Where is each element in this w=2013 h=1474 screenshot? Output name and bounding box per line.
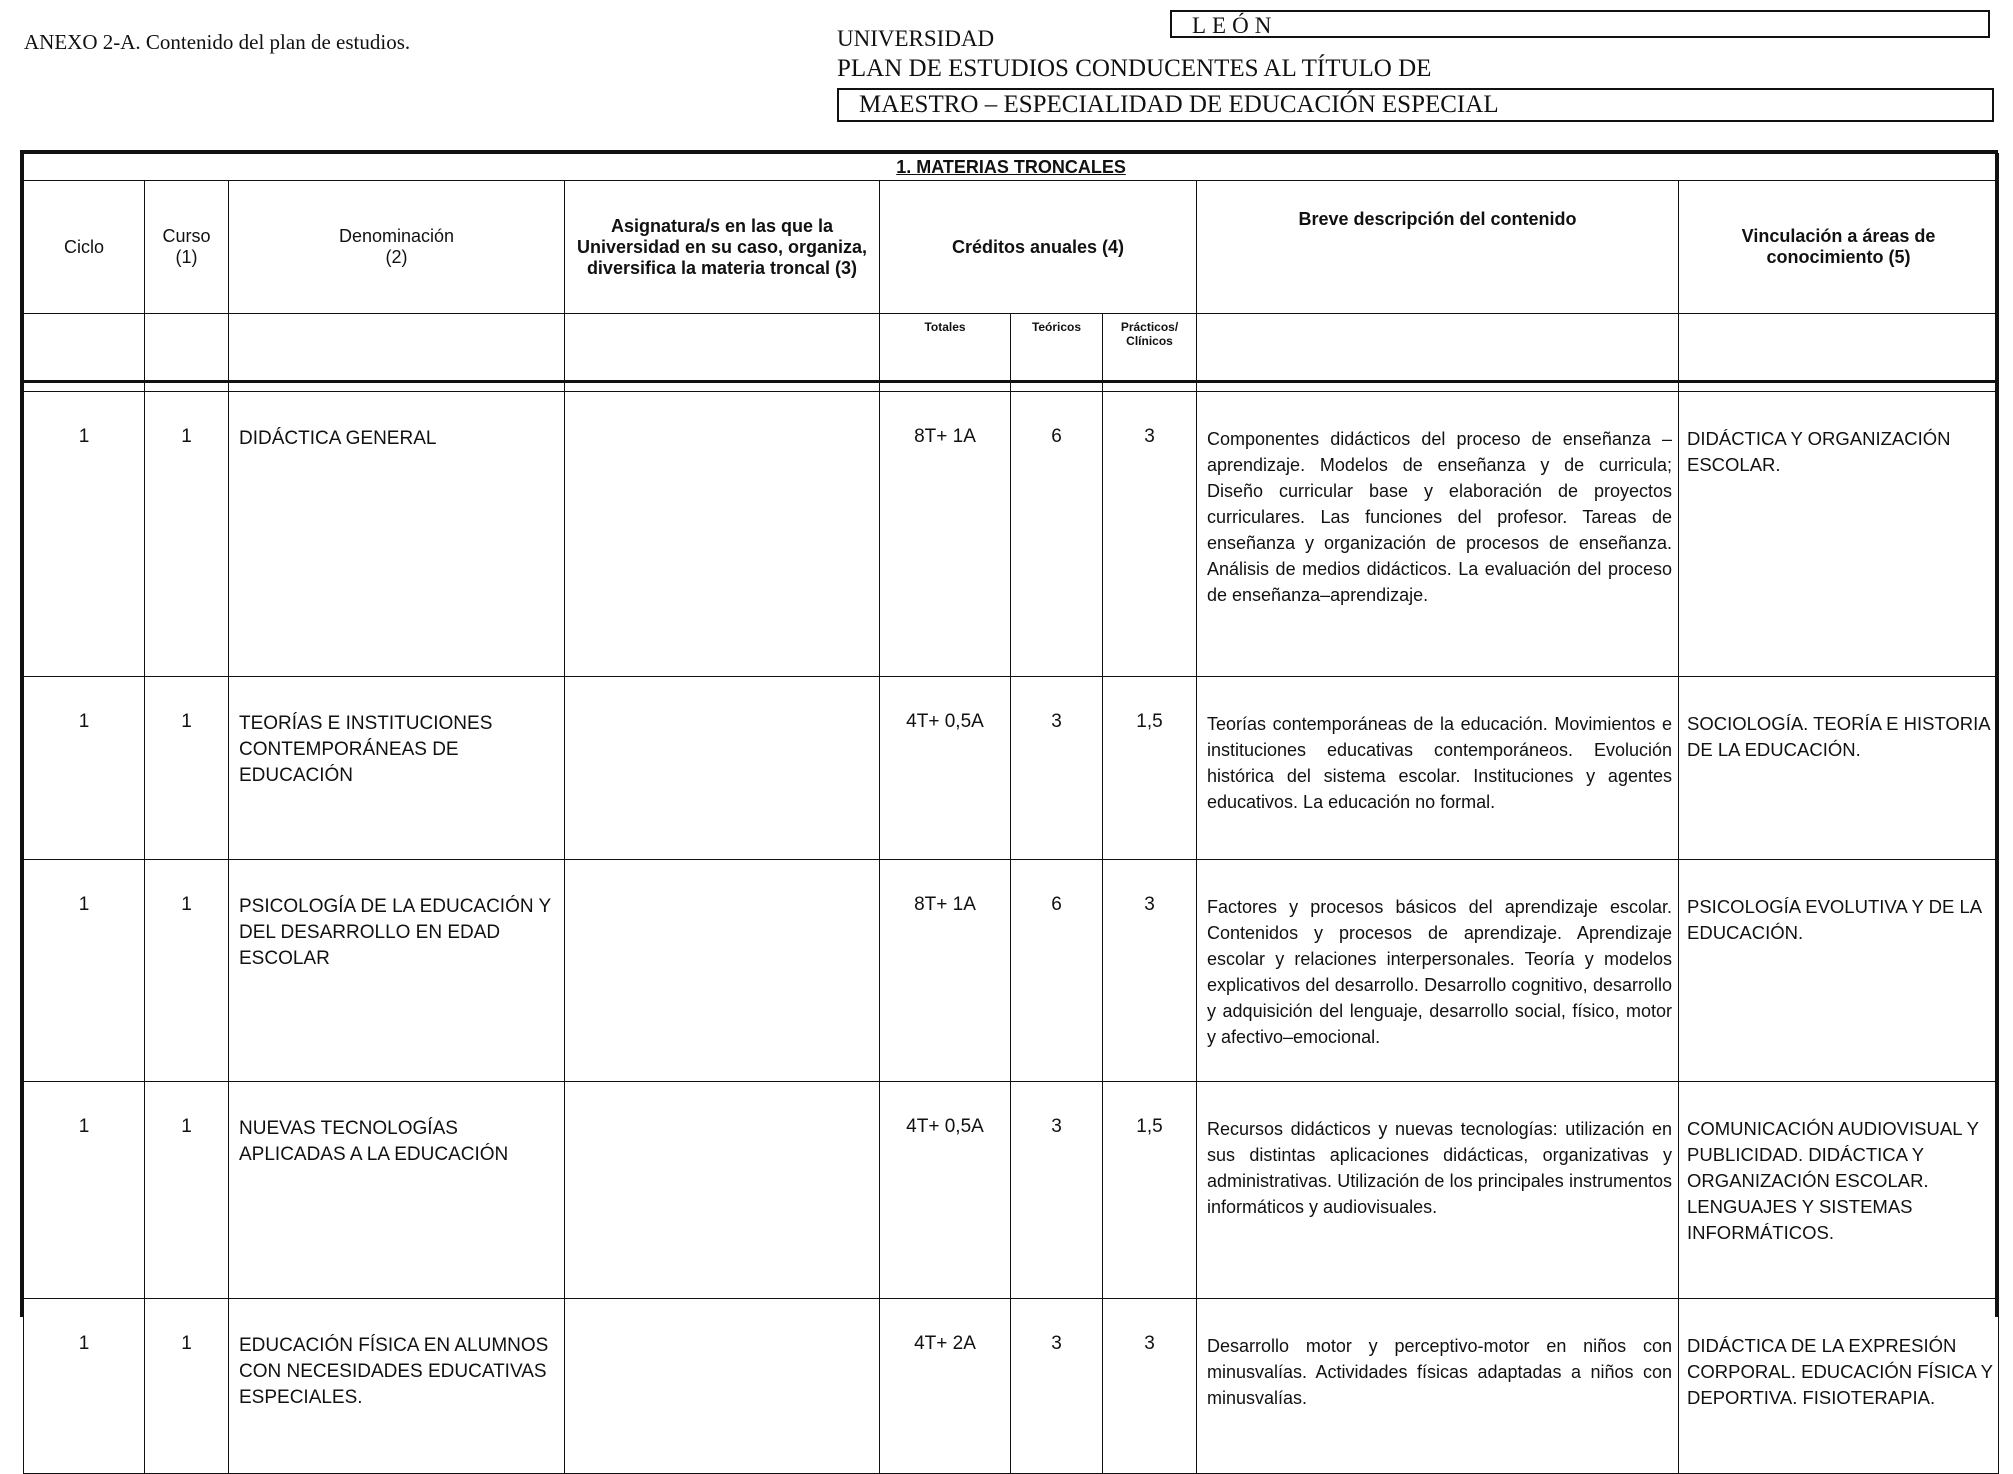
header-creditos: Créditos anuales (4) — [880, 181, 1197, 314]
cell-totales: 4T+ 2A — [880, 1299, 1011, 1474]
cell-descripcion: Recursos didácticos y nuevas tecnologías: utilización en sus distintas aplicaciones didácticas, organizativas y administrativas. Utilización de los principales instrumentos informáticos y audiovisuales. — [1197, 1082, 1679, 1299]
university-label: UNIVERSIDAD — [837, 26, 995, 51]
cell-denominacion: TEORÍAS E INSTITUCIONES CONTEMPORÁNEAS DE EDUCACIÓN — [229, 677, 565, 860]
cell-denominacion: NUEVAS TECNOLOGÍAS APLICADAS A LA EDUCACIÓN — [229, 1082, 565, 1299]
cell-ciclo: 1 — [24, 677, 145, 860]
subheader-teoricos: Teóricos — [1011, 314, 1103, 382]
cell-teoricos: 6 — [1011, 860, 1103, 1082]
table-row — [24, 392, 1999, 677]
cell-descripcion: Desarrollo motor y perceptivo-motor en niños con minusvalías. Actividades físicas adaptadas a niños con minusvalías. — [1197, 1299, 1679, 1474]
cell-totales: 8T+ 1A — [880, 392, 1011, 677]
cell-practicos: 3 — [1103, 1299, 1197, 1474]
cell-descripcion: Teorías contemporáneas de la educación. Movimientos e instituciones educativas contemporáneos. Evolución histórica del sistema escolar. Instituciones y agentes educativos. La educación no formal. — [1197, 677, 1679, 860]
header-ciclo: Ciclo — [24, 181, 145, 314]
cell-ciclo: 1 — [24, 392, 145, 677]
degree-box: MAESTRO – ESPECIALIDAD DE EDUCACIÓN ESPECIAL — [837, 88, 1994, 122]
curriculum-table — [20, 150, 1998, 1408]
header-curso: Curso (1) — [145, 181, 229, 314]
subheader-totales: Totales — [880, 314, 1011, 382]
table-row — [24, 860, 1999, 1082]
header-descripcion: Breve descripción del contenido — [1197, 181, 1679, 314]
cell-areas: PSICOLOGÍA EVOLUTIVA Y DE LA EDUCACIÓN. — [1679, 860, 1999, 1082]
cell-descripcion: Componentes didácticos del proceso de enseñanza – aprendizaje. Modelos de enseñanza y de curricula; Diseño curricular base y elaboración de proyectos curriculares. Las funciones del profesor. Tareas de enseñanza y organización de procesos de enseñanza. Análisis de medios didácticos. La evaluación del proceso de enseñanza–aprendizaje. — [1197, 392, 1679, 677]
cell-teoricos: 3 — [1011, 677, 1103, 860]
cell-areas: DIDÁCTICA DE LA EXPRESIÓN CORPORAL. EDUCACIÓN FÍSICA Y DEPORTIVA. FISIOTERAPIA. — [1679, 1299, 1999, 1474]
cell-curso: 1 — [145, 1299, 229, 1474]
cell-practicos: 1,5 — [1103, 677, 1197, 860]
cell-asignaturas — [565, 1299, 880, 1474]
cell-areas: SOCIOLOGÍA. TEORÍA E HISTORIA DE LA EDUCACIÓN. — [1679, 677, 1999, 860]
cell-practicos: 1,5 — [1103, 1082, 1197, 1299]
cell-ciclo: 1 — [24, 1082, 145, 1299]
cell-totales: 8T+ 1A — [880, 860, 1011, 1082]
cell-asignaturas — [565, 677, 880, 860]
cell-teoricos: 6 — [1011, 392, 1103, 677]
cell-asignaturas — [565, 860, 880, 1082]
column-header-row — [24, 181, 1999, 314]
cell-curso: 1 — [145, 392, 229, 677]
cell-practicos: 3 — [1103, 860, 1197, 1082]
cell-descripcion: Factores y procesos básicos del aprendizaje escolar. Contenidos y procesos de aprendizaje. Aprendizaje escolar y relaciones interpersonales. Teoría y modelos explicativos del desarrollo. Desarrollo cognitivo, desarrollo y adquisición del lenguaje, desarrollo social, físico, motor y afectivo–emocional. — [1197, 860, 1679, 1082]
plan-title: PLAN DE ESTUDIOS CONDUCENTES AL TÍTULO DE — [837, 55, 1432, 82]
cell-asignaturas — [565, 1082, 880, 1299]
header-asignaturas: Asignatura/s en las que la Universidad en su caso, organiza, diversifica la materia troncal (3) — [565, 181, 880, 314]
cell-curso: 1 — [145, 1082, 229, 1299]
cell-ciclo: 1 — [24, 860, 145, 1082]
cell-curso: 1 — [145, 677, 229, 860]
section-title: 1. MATERIAS TRONCALES — [24, 154, 1999, 181]
annex-title: ANEXO 2-A. Contenido del plan de estudios. — [24, 30, 411, 54]
cell-areas: DIDÁCTICA Y ORGANIZACIÓN ESCOLAR. — [1679, 392, 1999, 677]
table-row — [24, 1299, 1999, 1474]
cell-asignaturas — [565, 392, 880, 677]
header-vinculacion: Vinculación a áreas de conocimiento (5) — [1679, 181, 1999, 314]
cell-ciclo: 1 — [24, 1299, 145, 1474]
cell-curso: 1 — [145, 860, 229, 1082]
university-name-box: LEÓN — [1170, 10, 1990, 38]
cell-practicos: 3 — [1103, 392, 1197, 677]
credit-subheader-row — [24, 314, 1999, 382]
cell-denominacion: EDUCACIÓN FÍSICA EN ALUMNOS CON NECESIDADES EDUCATIVAS ESPECIALES. — [229, 1299, 565, 1474]
subheader-practicos: Prácticos/ Clínicos — [1103, 314, 1197, 382]
cell-teoricos: 3 — [1011, 1082, 1103, 1299]
cell-totales: 4T+ 0,5A — [880, 1082, 1011, 1299]
cell-denominacion: DIDÁCTICA GENERAL — [229, 392, 565, 677]
cell-areas: COMUNICACIÓN AUDIOVISUAL Y PUBLICIDAD. DIDÁCTICA Y ORGANIZACIÓN ESCOLAR. LENGUAJES Y SISTEMAS INFORMÁTICOS. — [1679, 1082, 1999, 1299]
table-row — [24, 1082, 1999, 1299]
header-denominacion: Denominación (2) — [229, 181, 565, 314]
cell-denominacion: PSICOLOGÍA DE LA EDUCACIÓN Y DEL DESARROLLO EN EDAD ESCOLAR — [229, 860, 565, 1082]
cell-totales: 4T+ 0,5A — [880, 677, 1011, 860]
table-row — [24, 677, 1999, 860]
cell-teoricos: 3 — [1011, 1299, 1103, 1474]
